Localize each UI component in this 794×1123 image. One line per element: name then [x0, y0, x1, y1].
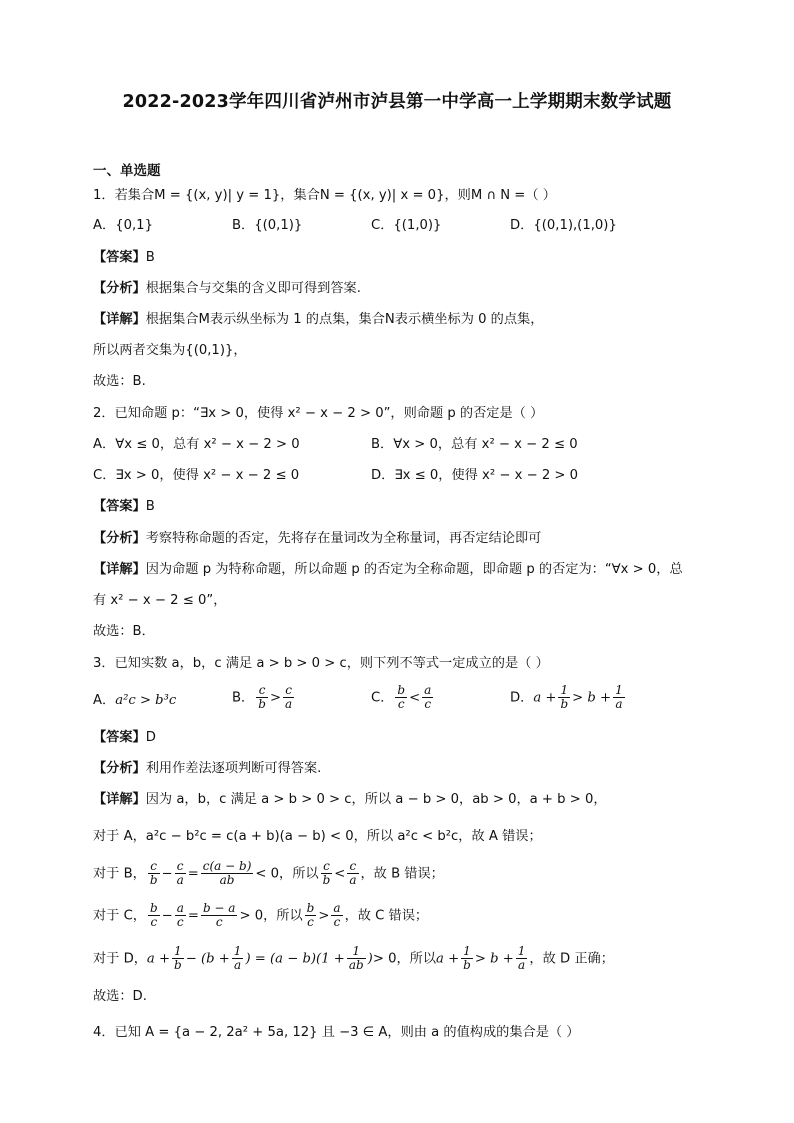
detail-tag: 【详解】	[93, 792, 146, 807]
page-title: 2022-2023学年四川省泸州市泸县第一中学高一上学期期末数学试题	[122, 92, 672, 112]
q1-option-b: B．{(0,1)}	[232, 218, 303, 233]
analysis-text: 利用作差法逐项判断可得答案.	[145, 761, 322, 776]
check-tail: ，故 C 错误；	[344, 908, 429, 924]
answer-value: D	[145, 730, 156, 745]
q3-option-c: C． $\frac{b}{c}$ < $\frac{a}{c}$	[371, 683, 432, 711]
q3-conclusion: 故选：D.	[93, 989, 147, 1004]
check-tail: ，故 B 错误；	[360, 866, 444, 882]
q2-answer	[93, 498, 155, 516]
q2-option-b: B．∀x > 0，总有 x² − x − 2 ≤ 0	[371, 437, 578, 452]
detail-tag: 【详解】	[93, 312, 146, 327]
answer-value: B	[145, 250, 155, 265]
q1-option-d: D．{(0,1),(1,0)}	[510, 218, 617, 233]
check-label: 对于 D，	[93, 951, 147, 967]
q1-answer	[93, 249, 155, 267]
analysis-text: 考察特称命题的否定，先将存在量词改为全称量词，再否定结论即可	[145, 531, 542, 546]
answer-value: B	[145, 499, 155, 514]
q3-answer	[93, 729, 156, 747]
q1-conclusion: 故选：B.	[93, 374, 146, 389]
q1-option-a: A．{0,1}	[93, 218, 153, 233]
answer-tag: 【答案】	[93, 499, 146, 514]
option-label: D．	[510, 690, 534, 706]
detail-text: 因为 a，b，c 满足 a > b > 0 > c，所以 a − b > 0，ab > 0，a + b > 0，	[145, 792, 607, 807]
q2-conclusion: 故选：B．	[93, 624, 155, 639]
q2-detail-cont: 有 x² − x − 2 ≤ 0”，	[93, 593, 227, 608]
section-heading: 一、单选题	[93, 163, 161, 179]
q3-stem: 3．已知实数 a，b，c 满足 a > b > 0 > c，则下列不等式一定成立的是（ ）	[93, 656, 549, 671]
q4-stem: 4．已知 A = {a − 2, 2a² + 5a, 12} 且 −3 ∈ A，则由 a 的值构成的集合是（ ）	[93, 1025, 580, 1040]
check-tail: ，故 D 正确；	[529, 951, 614, 967]
check-label: 对于 C，	[93, 908, 146, 924]
q2-stem: 2．已知命题 p：“∃x > 0，使得 x² − x − 2 > 0”，则命题 p 的否定是（ ）	[93, 406, 544, 421]
detail-text: 因为命题 p 为特称命题，所以命题 p 的否定为全称命题，即命题 p 的否定为：“∀x > 0，总	[145, 562, 683, 577]
q3-option-a	[93, 692, 176, 710]
q2-option-c: C．∃x > 0，使得 x² − x − 2 ≤ 0	[93, 468, 300, 483]
q1-analysis	[93, 280, 361, 298]
option-expr: a²c > b³c	[115, 693, 177, 708]
option-label: A．	[93, 693, 116, 708]
q3-check-d: 对于 D，a + $\frac{1}{b}$ − (b + $\frac{1}{a}$ ) = (a − b)(1 + $\frac{1}{ab}$ )> 0，所以a + $\frac{1}{b}$ > b + $\frac{1}{a}$ ，故 D 正确；	[93, 944, 614, 972]
answer-tag: 【答案】	[93, 730, 146, 745]
q3-option-d: D．a + $\frac{1}{b}$ > b + $\frac{1}{a}$	[510, 683, 623, 711]
q3-check-b: 对于 B， $\frac{c}{b}$ − $\frac{c}{a}$ = $\frac{c(a - b)}{ab}$ < 0，所以 $\frac{c}{b}$ < $\frac{c}{a}$ ，故 B 错误；	[93, 859, 444, 887]
analysis-tag: 【分析】	[93, 531, 146, 546]
check-mid: > 0，所以	[372, 951, 437, 967]
q1-detail-cont: 所以两者交集为{(0,1)}，	[93, 343, 247, 358]
q3-check-c: 对于 C， $\frac{b}{c}$ − $\frac{a}{c}$ = $\frac{b - a}{c}$ > 0，所以 $\frac{b}{c}$ > $\frac{a}{c}$ ，故 C 错误；	[93, 901, 429, 929]
option-label: B．	[232, 690, 255, 706]
q3-check-a: 对于 A，a²c − b²c = c(a + b)(a − b) < 0，所以 a²c < b²c，故 A 错误；	[93, 829, 542, 844]
q2-detail	[93, 561, 683, 579]
option-label: C．	[371, 690, 394, 706]
analysis-tag: 【分析】	[93, 281, 146, 296]
q2-option-d: D．∃x ≤ 0，使得 x² − x − 2 > 0	[371, 468, 579, 483]
answer-tag: 【答案】	[93, 250, 146, 265]
detail-tag: 【详解】	[93, 562, 146, 577]
q1-stem: 1．若集合M = {(x, y)| y = 1}，集合N = {(x, y)| x = 0}，则M ∩ N =（ ）	[93, 188, 556, 203]
q2-option-a: A．∀x ≤ 0，总有 x² − x − 2 > 0	[93, 437, 300, 452]
q3-option-b: B． $\frac{c}{b}$ > $\frac{c}{a}$	[232, 683, 293, 711]
q3-detail	[93, 791, 607, 809]
check-mid: < 0，所以	[255, 866, 319, 882]
check-label: 对于 B，	[93, 866, 146, 882]
q1-detail	[93, 311, 543, 329]
analysis-text: 根据集合与交集的含义即可得到答案.	[145, 281, 361, 296]
check-mid: > 0，所以	[239, 908, 303, 924]
q3-analysis	[93, 760, 321, 778]
q1-option-c: C．{(1,0)}	[371, 218, 442, 233]
detail-text: 根据集合M表示纵坐标为 1 的点集，集合N表示横坐标为 0 的点集，	[145, 312, 544, 327]
analysis-tag: 【分析】	[93, 761, 146, 776]
q2-analysis	[93, 530, 541, 548]
